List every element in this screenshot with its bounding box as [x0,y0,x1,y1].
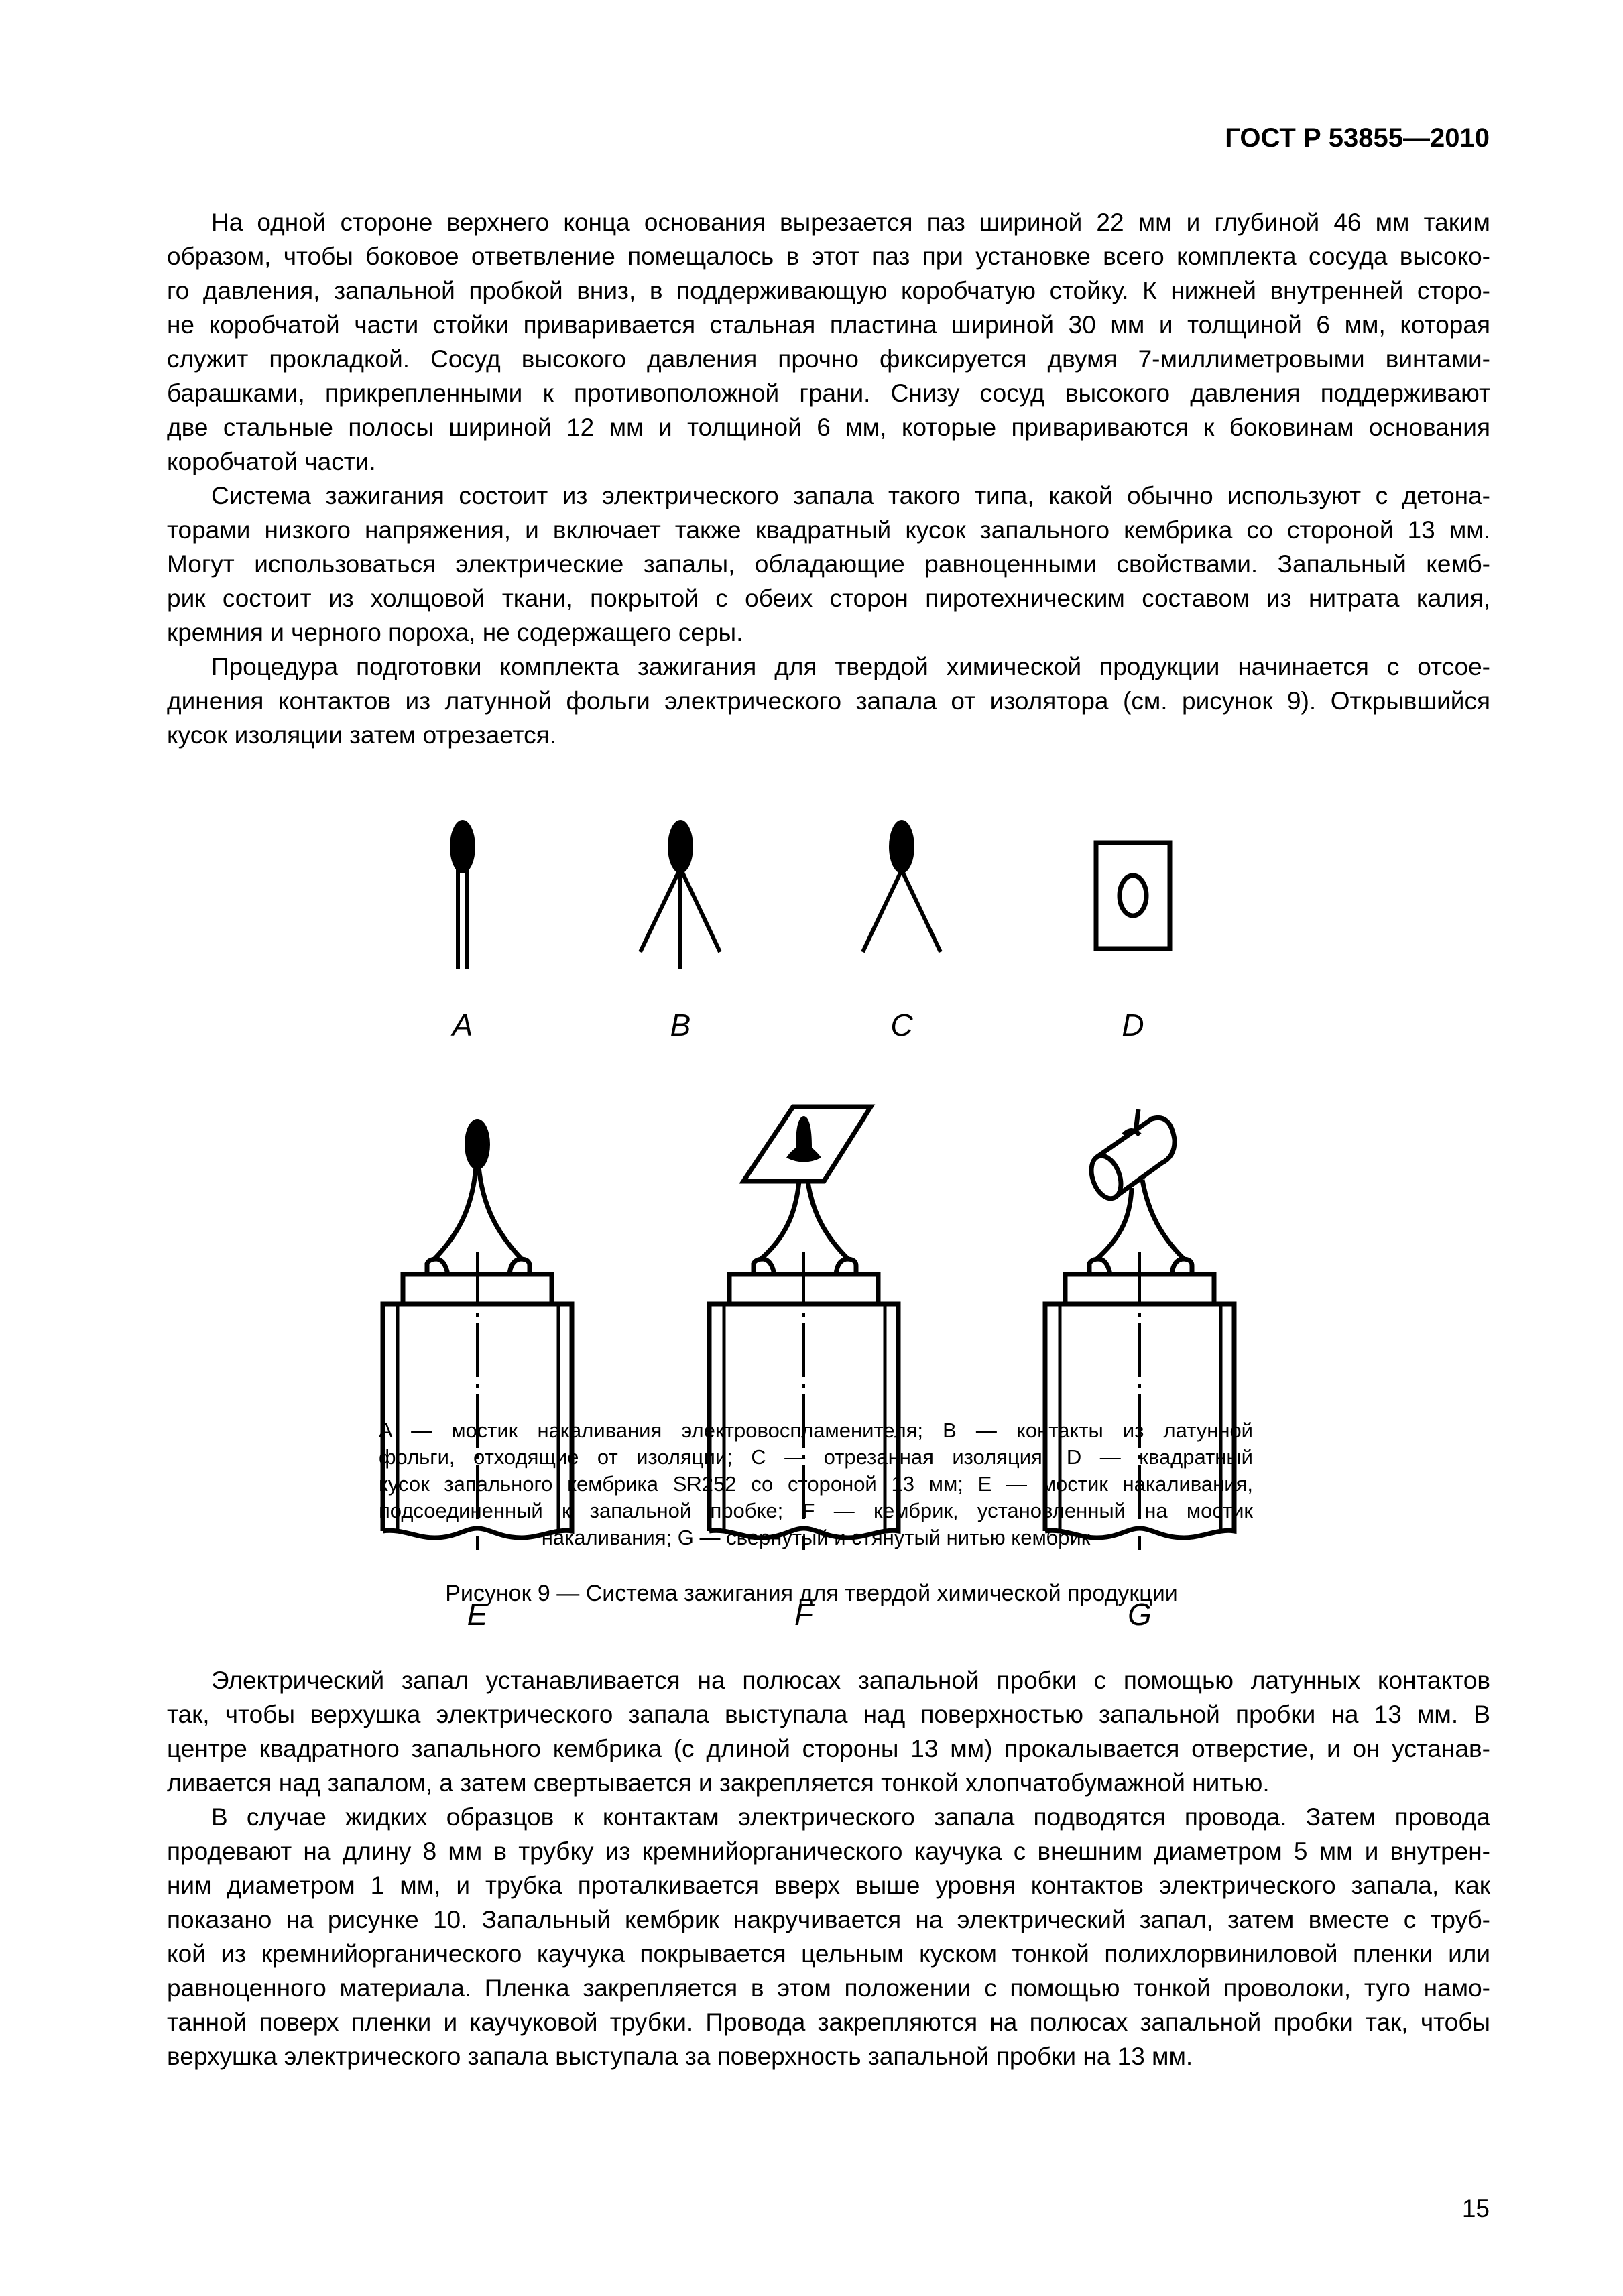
text-line: танной поверх пленки и каучуковой трубки. Провода закрепляются на полюсах запальной пробки так, чтобы [167,2008,1490,2036]
text-line: образом, чтобы боковое ответвление помещалось в этот паз при установке всего комплекта сосуда высоко- [167,243,1490,270]
text-line: ливается над запалом, а затем свертывается и закрепляется тонкой хлопчатобумажной нитью. [167,1769,1270,1797]
label-a: A [452,1008,473,1042]
text-line: продевают на длину 8 мм в трубку из кремнийорганического каучука с внешним диаметром 5 мм и внутрен- [167,1837,1490,1865]
document-header-id: ГОСТ Р 53855—2010 [1225,123,1490,153]
figure-part-d-cambric-square [1096,843,1170,1042]
figure-part-g-rolled-cambric [1045,1109,1234,1632]
paragraph [167,1800,1490,2073]
label-g: G [1128,1597,1152,1632]
label-c: C [890,1008,913,1042]
text-line: центре квадратного запального кембрика (с длиной стороны 13 мм) прокалывается отверстие, и он устанав- [167,1735,1490,1762]
text-line: кой из кремнийорганического каучука покрывается цельным куском тонкой полихлорвиниловой пленки или [167,1940,1490,1968]
text-line: рик состоит из холщовой ткани, покрытой с обеих сторон пиротехническим составом из нитрата калия, [167,585,1490,612]
page-number: 15 [1461,2195,1490,2222]
label-b: B [670,1008,691,1042]
text-line: Могут использоваться электрические запалы, обладающие равноценными свойствами. Запальный кемб- [167,550,1490,578]
legend-line: фольги, отходящие от изоляции; C — отрезанная изоляция; D — квадратный [379,1445,1253,1469]
text-line: верхушка электрического запала выступала за поверхность запальной пробки на 13 мм. [167,2043,1193,2070]
text-line: не коробчатой части стойки приваривается стальная пластина шириной 30 мм и толщиной 6 мм, которая [167,311,1490,339]
text-line: торами низкого напряжения, и включает также квадратный кусок запального кембрика со стороной 13 мм. [167,516,1490,544]
text-line: Электрический запал устанавливается на полюсах запальной пробки с помощью латунных контактов [211,1667,1490,1694]
figure-part-b-contacts [640,820,720,1042]
legend-line: кусок запального кембрика SR252 со стороной 13 мм; E — мостик накаливания, [379,1472,1253,1496]
legend-line: подсоединенный к запальной пробке; F — кембрик, установленный на мостик [379,1499,1253,1522]
text-line: служит прокладкой. Сосуд высокого давления прочно фиксируется двумя 7-миллиметровыми винтами- [167,345,1490,373]
figure-legend [379,1417,1253,1551]
figure-part-c-cut-insulation [863,820,941,1042]
figure-title: Рисунок 9 — Система зажигания для твердой химической продукции [445,1581,1178,1606]
label-d: D [1122,1008,1144,1042]
paragraph [167,1663,1490,1800]
text-line: го давления, запальной пробкой вниз, в поддерживающую коробчатую стойку. К нижней внутренней сторо- [167,277,1490,304]
figure-part-f-cambric-on-bridge [709,1107,898,1632]
text-line: кусок изоляции затем отрезается. [167,721,556,749]
label-e: E [467,1597,488,1632]
text-line: ним диаметром 1 мм, и трубка проталкивается вверх выше уровня контактов электрического запала, как [167,1872,1490,1899]
text-line: показано на рисунке 10. Запальный кембрик накручивается на электрический запал, затем вместе с труб- [167,1906,1490,1933]
text-line: равноценного материала. Пленка закрепляется в этом положении с помощью тонкой проволоки, туго намо- [167,1974,1490,2002]
text-line: барашками, прикрепленными к противоположной грани. Снизу сосуд высокого давления поддерживают [167,379,1490,407]
text-line: кремния и черного пороха, не содержащего серы. [167,619,743,646]
text-line: Система зажигания состоит из электрического запала такого типа, какой обычно используют с детона- [211,482,1490,509]
text-line: две стальные полосы шириной 12 мм и толщиной 6 мм, которые привариваются к боковинам основания [167,414,1490,441]
legend-line: накаливания; G — свернутый и стянутый нитью кембрик [541,1526,1091,1549]
text-line: Процедура подготовки комплекта зажигания для твердой химической продукции начинается с отсое- [211,653,1490,680]
text-line: так, чтобы верхушка электрического запала выступала над поверхностью запальной пробки на 13 мм. В [167,1701,1490,1728]
figure-part-a-bridgewire [450,820,475,1042]
legend-line: A — мостик накаливания электровоспламенителя; B — контакты из латунной [379,1418,1253,1442]
body-text-bottom [167,1663,1490,2073]
text-line: коробчатой части. [167,448,376,475]
text-line: На одной стороне верхнего конца основания вырезается паз шириной 22 мм и глубиной 46 мм таким [211,208,1490,236]
label-f: F [794,1597,814,1632]
text-line: динения контактов из латунной фольги электрического запала от изолятора (см. рисунок 9). Открывшийся [167,687,1490,715]
text-line: В случае жидких образцов к контактам электрического запала подводятся провода. Затем провода [211,1803,1490,1831]
figure-part-e-bridge-on-plug [383,1119,572,1632]
